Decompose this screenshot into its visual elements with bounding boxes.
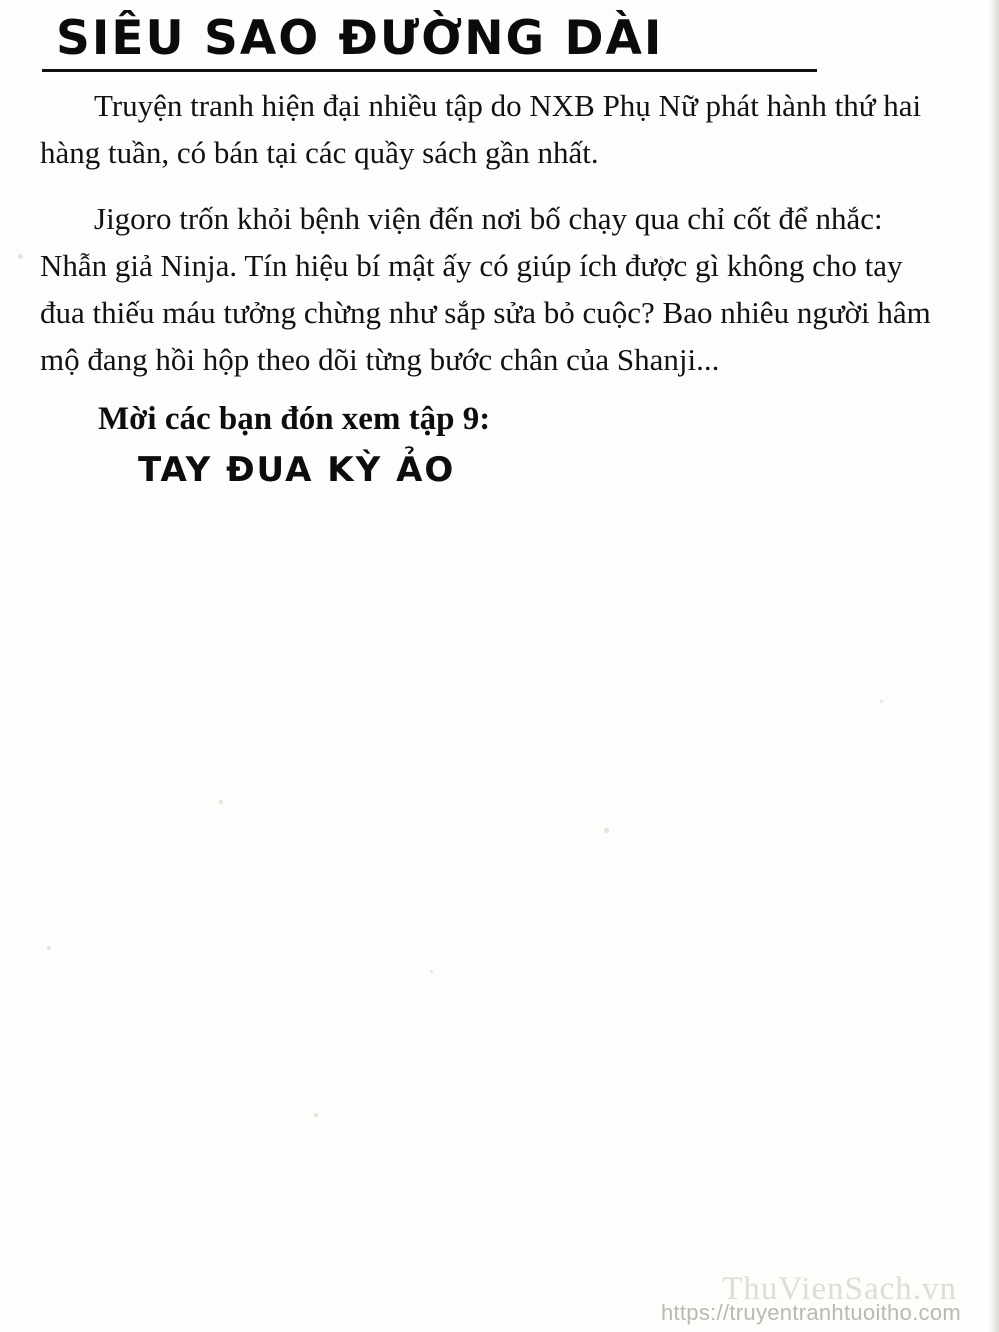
paragraph-text: Jigoro trốn khỏi bệnh viện đến nơi bố chạy qua chỉ cốt để nhắc: Nhẫn giả Ninja. Tín hiệu bí mật ấy có giúp ích được gì không cho tay đua thiếu máu tưởng chừng như sắp sửa bỏ cuộc? Bao nhiêu người hâm mộ đang hồi hộp theo dõi từng bước chân của Shanji... bbox=[40, 200, 931, 377]
paragraph-text: Truyện tranh hiện đại nhiều tập do NXB Phụ Nữ phát hành thứ hai hàng tuần, có bán tại các quầy sách gần nhất. bbox=[40, 88, 922, 171]
page-content bbox=[0, 0, 999, 490]
watermark-url: https://truyentranhtuoitho.com bbox=[660, 1300, 961, 1325]
page-title: SIÊU SAO ĐƯỜNG DÀI bbox=[56, 11, 664, 66]
title-underline bbox=[42, 69, 817, 72]
paper-speck bbox=[880, 700, 883, 703]
paper-speck bbox=[314, 1113, 318, 1117]
paragraph-story-teaser bbox=[26, 195, 971, 383]
paper-speck bbox=[47, 946, 51, 950]
paper-speck bbox=[430, 970, 433, 973]
watermark-brand: ThuVienSach.vn bbox=[722, 1271, 957, 1307]
paper-speck bbox=[604, 828, 609, 833]
paper-speck bbox=[219, 800, 223, 804]
next-volume-title: TAY ĐUA KỲ ẢO bbox=[138, 450, 456, 490]
paragraph-publisher-info bbox=[26, 82, 971, 176]
next-volume-callout: Mời các bạn đón xem tập 9: bbox=[98, 401, 491, 437]
